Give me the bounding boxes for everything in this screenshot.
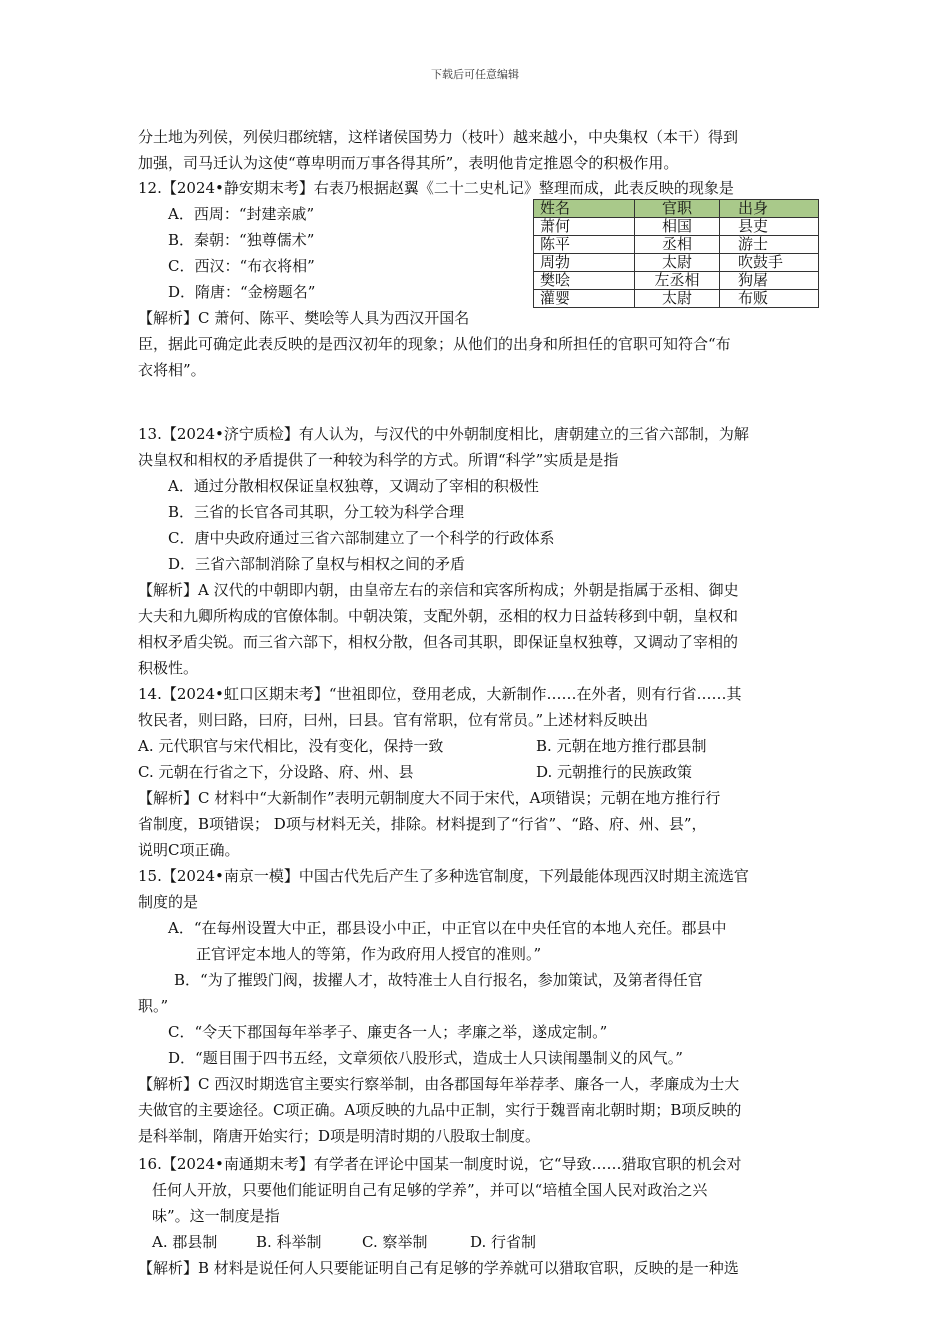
analysis-line: 【解析】C 西汉时期选官主要实行察举制，由各郡国每年举荐孝、廉各一人，孝廉成为士大 (138, 1075, 740, 1093)
question-stem: 制度的是 (138, 893, 199, 911)
table-row (534, 290, 819, 308)
analysis-line: 【解析】C 萧何、陈平、樊哙等人具为西汉开国名 (138, 309, 470, 327)
text-line: 分土地为列侯，列侯归郡统辖，这样诸侯国势力（枝叶）越来越小，中央集权（本干）得到 (138, 128, 739, 146)
analysis-line: 相权矛盾尖锐。而三省六部下，相权分散，但各司其职，即保证皇权独尊，又调动了宰相的 (138, 633, 739, 651)
table-header-row (534, 200, 819, 218)
table-cell: 周勃 (534, 254, 635, 272)
table-cell: 太尉 (635, 254, 720, 272)
intro-paragraph (138, 124, 818, 176)
table-cell: 萧何 (534, 218, 635, 236)
option-b: B．“为了摧毁门阀，拔擢人才，故特准士人自行报名，参加策试，及第者得任官 (174, 971, 703, 989)
question-14 (138, 681, 818, 863)
question-16 (138, 1151, 818, 1281)
option-a: A. 元代职官与宋代相比，没有变化，保持一致 (138, 737, 444, 755)
option-a: A．通过分散相权保证皇权独尊，又调动了宰相的积极性 (168, 477, 539, 495)
officials-table (533, 199, 819, 308)
question-stem: 14.【2024•虹口区期末考】“世祖即位，登用老成，大新制作……在外者，则有行省……其 (138, 685, 742, 703)
option-c: C. 元朝在行省之下，分设路、府、州、县 (138, 763, 414, 781)
analysis-line: 【解析】A 汉代的中朝即内朝，由皇帝左右的亲信和宾客所构成；外朝是指属于丞相、御史 (138, 581, 739, 599)
option-b: B．秦朝：“独尊儒术” (168, 231, 315, 249)
question-stem: 任何人开放，只要他们能证明自己有足够的学养”，并可以“培植全国人民对政治之兴 (152, 1181, 708, 1199)
page-header: 下载后可任意编辑 (431, 68, 519, 81)
table-cell: 左丞相 (635, 272, 720, 290)
question-13 (138, 421, 818, 681)
question-stem: 16.【2024•南通期末考】有学者在评论中国某一制度时说，它“导致……猎取官职的机会对 (138, 1155, 742, 1173)
question-stem: 决皇权和相权的矛盾提供了一种较为科学的方式。所谓“科学”实质是是指 (138, 451, 619, 469)
analysis-line: 臣，据此可确定此表反映的是西汉初年的现象；从他们的出身和所担任的官职可知符合“布 (138, 335, 731, 353)
option-b-cont: 职。” (138, 997, 169, 1015)
analysis-line: 说明C项正确。 (138, 841, 240, 859)
options-row (138, 733, 818, 759)
analysis-line: 大夫和九卿所构成的官僚体制。中朝决策，支配外朝，丞相的权力日益转移到中朝，皇权和 (138, 607, 739, 625)
option-a: A．“在每州设置大中正，郡县设小中正，中正官以在中央任官的本地人充任。郡县中 (168, 919, 727, 937)
option-c: C. 察举制 (362, 1233, 428, 1251)
analysis-line: 衣将相”。 (138, 361, 206, 379)
option-c: C．“令天下郡国每年举孝子、廉吏各一人；孝廉之举，遂成定制。” (168, 1023, 608, 1041)
analysis-line: 省制度，B项错误； D项与材料无关，排除。材料提到了“行省”、“路、府、州、县”， (138, 815, 707, 833)
table-header-cell: 出身 (720, 200, 819, 218)
table-header-cell: 姓名 (534, 200, 635, 218)
question-stem: 味”。这一制度是指 (152, 1207, 280, 1225)
option-a: A. 郡县制 (152, 1233, 218, 1251)
option-d: D．“题目围于四书五经，文章须依八股形式，造成士人只读闱墨制义的风气。” (168, 1049, 683, 1067)
table-row (534, 218, 819, 236)
options-row (138, 1229, 818, 1255)
question-stem: 13.【2024•济宁质检】有人认为，与汉代的中外朝制度相比，唐朝建立的三省六部制，为解 (138, 425, 749, 443)
option-a: A．西周：“封建亲戚” (168, 205, 315, 223)
table-cell: 狗屠 (720, 272, 819, 290)
analysis-line: 【解析】B 材料是说任何人只要能证明自己有足够的学养就可以猎取官职，反映的是一种选 (138, 1259, 739, 1277)
table-cell: 灌婴 (534, 290, 635, 308)
table-cell: 县吏 (720, 218, 819, 236)
option-d: D．隋唐：“金榜题名” (168, 283, 316, 301)
option-d: D．三省六部制消除了皇权与相权之间的矛盾 (168, 555, 466, 573)
table-cell: 布贩 (720, 290, 819, 308)
analysis-line: 【解析】C 材料中“大新制作”表明元朝制度大不同于宋代，A项错误；元朝在地方推行行 (138, 789, 721, 807)
table-cell: 丞相 (635, 236, 720, 254)
table-cell: 相国 (635, 218, 720, 236)
question-stem: 15.【2024•南京一模】中国古代先后产生了多种选官制度，下列最能体现西汉时期主流选官 (138, 867, 749, 885)
option-c: C．唐中央政府通过三省六部制建立了一个科学的行政体系 (168, 529, 555, 547)
question-stem: 牧民者，则曰路，曰府，曰州，曰县。官有常职，位有常员。”上述材料反映出 (138, 711, 649, 729)
question-15 (138, 863, 818, 1149)
table-cell: 吹鼓手 (720, 254, 819, 272)
table-cell: 游士 (720, 236, 819, 254)
analysis-line: 积极性。 (138, 659, 199, 677)
table-row (534, 236, 819, 254)
analysis-line: 是科举制，隋唐开始实行；D项是明清时期的八股取士制度。 (138, 1127, 541, 1145)
question-stem: 12.【2024•静安期末考】右表乃根据赵翼《二十二史札记》整理而成，此表反映的现象是 (138, 179, 734, 197)
table-row (534, 272, 819, 290)
table-row (534, 254, 819, 272)
option-a-cont: 正官评定本地人的等第，作为政府用人授官的准则。” (196, 945, 542, 963)
option-b: B．三省的长官各司其职，分工较为科学合理 (168, 503, 465, 521)
table-cell: 陈平 (534, 236, 635, 254)
table-header-cell: 官职 (635, 200, 720, 218)
options-row (138, 759, 818, 785)
option-c: C．西汉：“布衣将相” (168, 257, 315, 275)
text-line: 加强，司马迁认为这使“尊卑明而万事各得其所”，表明他肯定推恩令的积极作用。 (138, 154, 679, 172)
option-b: B. 科举制 (256, 1233, 322, 1251)
table-cell: 樊哙 (534, 272, 635, 290)
analysis-line: 夫做官的主要途径。C项正确。A项反映的九品中正制，实行于魏晋南北朝时期；B项反映的 (138, 1101, 742, 1119)
option-d: D. 元朝推行的民族政策 (536, 763, 693, 781)
option-d: D. 行省制 (470, 1233, 537, 1251)
option-b: B. 元朝在地方推行郡县制 (536, 737, 707, 755)
table-cell: 太尉 (635, 290, 720, 308)
